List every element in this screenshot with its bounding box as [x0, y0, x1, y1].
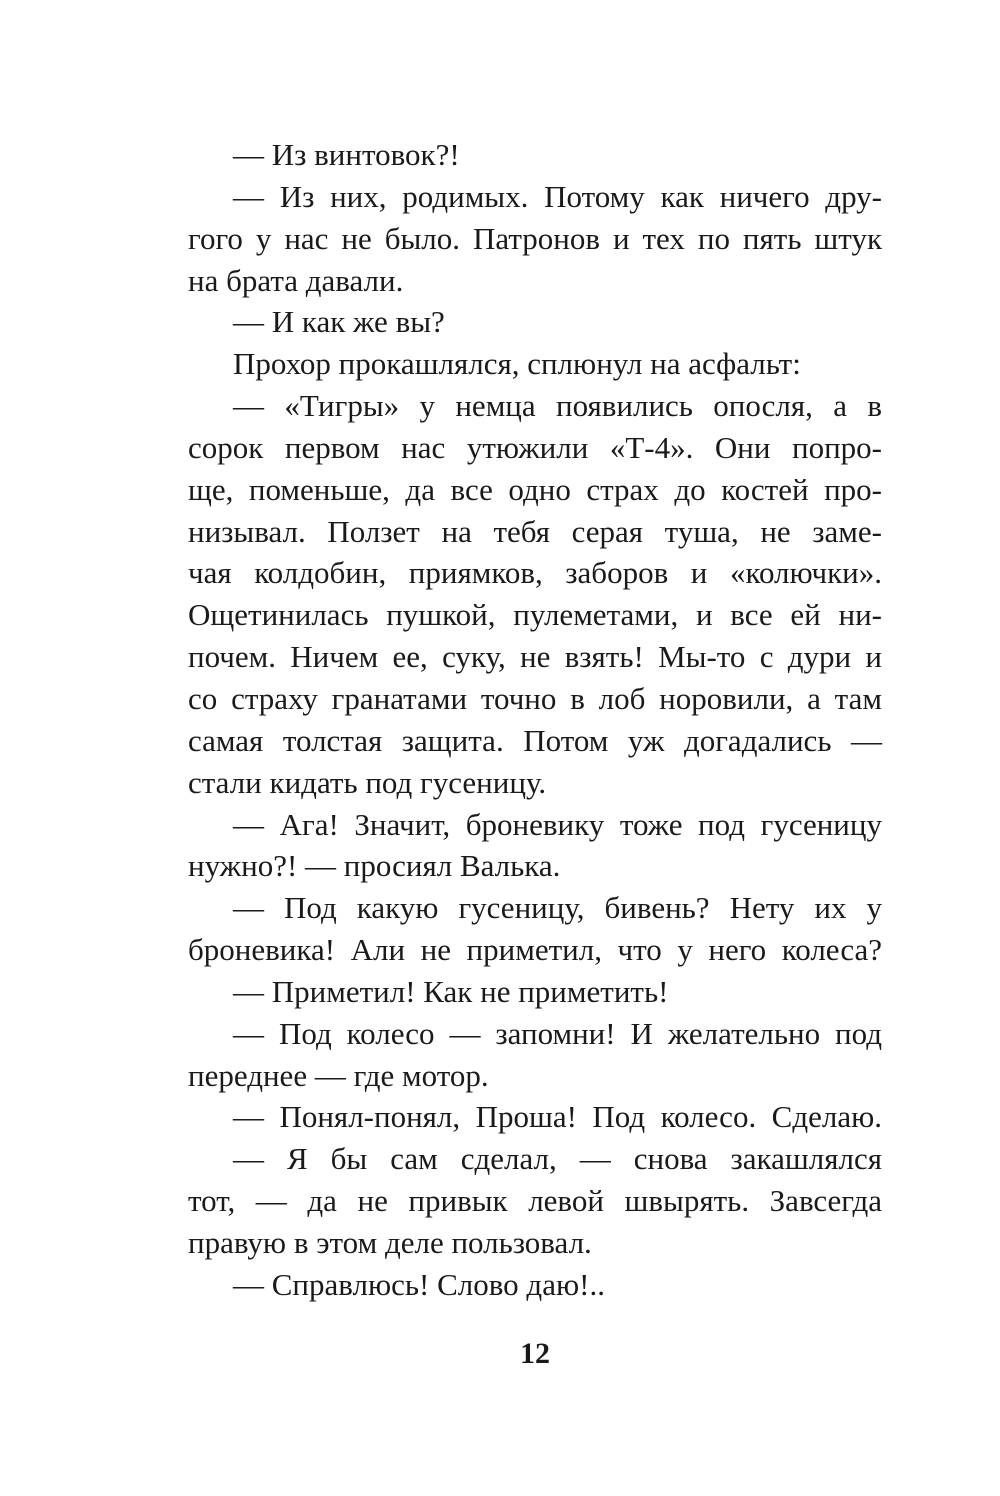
- text-line: почем. Ничем ее, суку, не взять! Мы-то с дури и: [188, 639, 882, 675]
- text-line: тот, — да не привык левой швырять. Завсегда: [188, 1183, 882, 1219]
- text-line: гого у нас не было. Патронов и тех по пять штук: [188, 220, 882, 256]
- text-line: — Ага! Значит, броневику тоже под гусеницу: [233, 806, 882, 842]
- text-line: ще, поменьше, да все одно страх до костей про-: [188, 471, 882, 507]
- text-line: — Приметил! Как не приметить!: [233, 973, 669, 1009]
- text-line: нужно?! — просиял Валька.: [188, 848, 561, 884]
- text-line: чая колдобин, приямков, заборов и «колючки».: [188, 555, 882, 591]
- text-line: самая толстая защита. Потом уж догадались —: [188, 722, 882, 758]
- body-text: [188, 134, 882, 1306]
- page-number: 12: [520, 1337, 550, 1370]
- text-line: Прохор прокашлялся, сплюнул на асфальт:: [233, 346, 801, 382]
- text-line: — «Тигры» у немца появились опосля, а в: [233, 388, 882, 424]
- text-line: — Понял-понял, Проша! Под колесо. Сделаю.: [233, 1099, 882, 1135]
- text-line: — И как же вы?: [233, 304, 445, 340]
- text-line: на брата давали.: [188, 262, 404, 298]
- text-line: переднее — где мотор.: [188, 1057, 489, 1093]
- text-line: — Справлюсь! Слово даю!..: [233, 1266, 605, 1302]
- text-line: Ощетинилась пушкой, пулеметами, и все ей ни-: [188, 597, 882, 633]
- text-line: — Под колесо — запомни! И желательно под: [233, 1015, 882, 1051]
- text-line: — Из винтовок?!: [233, 137, 460, 172]
- text-line: броневика! Али не приметил, что у него колеса?: [188, 932, 882, 968]
- text-line: низывал. Ползет на тебя серая туша, не заме-: [188, 513, 882, 549]
- text-line: сорок первом нас утюжили «Т-4». Они попро-: [188, 429, 882, 465]
- text-line: — Я бы сам сделал, — снова закашлялся: [233, 1141, 882, 1177]
- text-line: — Под какую гусеницу, бивень? Нету их у: [233, 890, 882, 926]
- text-line: — Из них, родимых. Потому как ничего дру-: [233, 178, 882, 214]
- text-line: со страху гранатами точно в лоб норовили, а там: [188, 680, 882, 716]
- text-line: стали кидать под гусеницу.: [188, 764, 547, 800]
- text-line: правую в этом деле пользовал.: [188, 1224, 592, 1260]
